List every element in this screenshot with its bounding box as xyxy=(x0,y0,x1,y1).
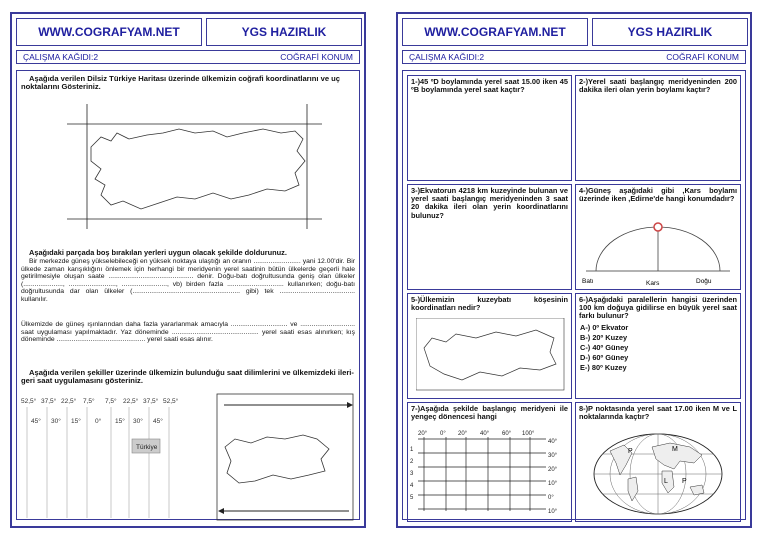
exam-header: YGS HAZIRLIK xyxy=(592,18,748,46)
grid-left-label: 3 xyxy=(410,471,414,477)
grid-right-label: 10° xyxy=(548,509,558,515)
zone-top-label: 52,5° xyxy=(21,398,37,405)
east-label: Doğu xyxy=(696,278,712,285)
fill-instruction: Aşağıdaki parçada boş bırakılan yerleri uygun olacak şekilde doldurunuz. xyxy=(29,248,287,257)
turkiye-label: Türkiye xyxy=(136,444,158,451)
grid-top-label: 60° xyxy=(502,431,512,437)
grid-left-label: 5 xyxy=(410,495,414,501)
turkey-outline-small xyxy=(225,435,329,483)
grid-top-label: 0° xyxy=(440,431,446,437)
grid-right-label: 20° xyxy=(548,467,558,473)
question-text: Ekvatorun 4218 km kuzeyinde bulunan ve yerel saati başlangıç meridyeninden 3 saat 20 dakika ileri olan yerin koordinatlarını bulunuz? xyxy=(411,186,568,220)
zone-top-label: 7,5° xyxy=(83,398,95,405)
zone-meridian-label: 15° xyxy=(71,418,81,425)
grid-top-label: 20° xyxy=(458,431,468,437)
map-instruction: Aşağıda verilen Dilsiz Türkiye Haritası üzerinde ülkemizin coğrafi koordinatlarını ve uç noktalarını Gösteriniz. xyxy=(21,74,341,92)
question-number: 2-) xyxy=(579,77,589,86)
question-number: 1-) xyxy=(411,77,421,86)
point-m-label: M xyxy=(672,446,678,453)
option-a[interactable]: A-) 0º Ekvator xyxy=(580,322,629,332)
point-p-label: P xyxy=(628,448,633,455)
fill-paragraph-2: Ülkemizde de güneş ışınlarından daha fazla yararlanmak amacıyla .............................. ve ............................. saat uygulaması yapılmaktadır. Yaz döneminde .............................................. yerel saati esas alınırken; kış döneminde ............................................... yerel saati esas alınır. xyxy=(21,321,355,344)
grid-right-label: 10° xyxy=(548,481,558,487)
zone-meridian-label: 30° xyxy=(51,418,61,425)
worksheet-number: ÇALIŞMA KAĞIDI:2 xyxy=(23,52,99,62)
zones-instruction: Aşağıda verilen şekiller üzerinde ülkemizin bulunduğu saat dilimlerini ve ülkemizdeki ileri-geri saat uygulamasını gösteriniz. xyxy=(21,368,354,386)
fill-paragraph-1: Bir merkezde güneş yükselebileceği en yüksek noktaya ulaştığı an oranın ......................... yani 12.00'dir. Bir ülkede zaman karışıklığını önlemek için herhangi bir meridyenin yerel saatinin bütün ülkelerde geçerli hale getirilmesiyle oluşan saate ............................................. denir. Doğu-batı doğrultusunda geniş olan ülkeler (....................., ........................., ........................, vb) birden fazla .............................. kullanırken; doğu-batı doğrultusunda dar olan ülkeler (......................................................... gibi) tek ........................................ kullanılır. xyxy=(21,258,355,303)
zone-meridian-label: 15° xyxy=(115,418,125,425)
grid-right-label: 40° xyxy=(548,439,558,445)
question-text: Ülkemizin kuzeybatı köşesinin koordinatları nedir? xyxy=(411,295,568,313)
question-text: Güneş aşağıdaki gibi ,Kars boylamı üzerinde iken ,Edirne'de hangi konumdadır? xyxy=(579,186,737,204)
question-number: 3-) xyxy=(411,186,421,195)
zone-top-label: 37,5° xyxy=(41,398,57,405)
subheader xyxy=(402,50,746,64)
grid-coordinate-diagram xyxy=(410,427,570,521)
site-header: WWW.COGRAFYAM.NET xyxy=(16,18,202,46)
turkey-northwest-map xyxy=(416,318,566,392)
option-c[interactable]: C-) 40º Güney xyxy=(580,342,629,352)
question-8 xyxy=(575,402,741,522)
option-d[interactable]: D-) 60º Güney xyxy=(580,352,629,362)
question-text: Aşağıda şekilde başlangıç meridyeni ile yengeç dönencesi hangi xyxy=(411,404,568,422)
time-zone-diagram xyxy=(19,393,357,523)
zone-top-label: 22,5° xyxy=(61,398,77,405)
zone-top-label: 7,5° xyxy=(105,398,117,405)
option-b[interactable]: B-) 20º Kuzey xyxy=(580,332,628,342)
point-l-label: L xyxy=(664,478,668,485)
worksheet-page-right xyxy=(396,12,752,528)
question-number: 6-) xyxy=(579,295,589,304)
grid-right-label: 30° xyxy=(548,453,558,459)
grid-top-label: 20° xyxy=(418,431,428,437)
grid-left-label: 2 xyxy=(410,459,414,465)
sun-position-diagram xyxy=(580,221,736,287)
sun-icon xyxy=(654,223,662,231)
worksheet-number: ÇALIŞMA KAĞIDI:2 xyxy=(409,52,485,62)
world-globe-map xyxy=(590,431,726,517)
question-number: 5-) xyxy=(411,295,421,304)
question-text: 45 ºD boylamında yerel saat 15.00 iken 45 ºB boylamında yerel saat kaçtır? xyxy=(411,77,568,95)
question-number: 4-) xyxy=(579,186,589,195)
grid-top-label: 40° xyxy=(480,431,490,437)
zone-top-label: 52,5° xyxy=(163,398,179,405)
zone-top-label: 22,5° xyxy=(123,398,139,405)
zone-top-label: 37,5° xyxy=(143,398,159,405)
grid-right-label: 0° xyxy=(548,495,554,501)
zone-meridian-label: 0° xyxy=(95,418,102,425)
left-content xyxy=(16,70,360,520)
option-e[interactable]: E-) 80º Kuzey xyxy=(580,362,627,372)
question-7 xyxy=(407,402,572,522)
question-text: Yerel saati başlangıç meridyeninden 200 dakika ileri olan yerin boylamı kaçtır? xyxy=(579,77,737,95)
zone-top-labels xyxy=(21,397,179,405)
zone-meridian-label: 30° xyxy=(133,418,143,425)
question-2 xyxy=(575,75,741,181)
turkey-blank-map xyxy=(67,99,322,229)
question-3 xyxy=(407,184,572,290)
topic-title: COĞRAFİ KONUM xyxy=(666,52,739,62)
question-1 xyxy=(407,75,572,181)
zone-meridian-label: 45° xyxy=(31,418,41,425)
question-5 xyxy=(407,293,572,399)
question-6 xyxy=(575,293,741,399)
worksheet-page-left xyxy=(10,12,366,528)
grid-left-label: 4 xyxy=(410,483,414,489)
question-number: 7-) xyxy=(411,404,421,413)
right-content xyxy=(402,70,746,520)
arrows-frame xyxy=(217,394,353,520)
kars-label: Kars xyxy=(646,280,660,287)
topic-title: COĞRAFİ KONUM xyxy=(280,52,353,62)
grid-left-label: 1 xyxy=(410,447,414,453)
zone-mid-labels xyxy=(31,417,163,425)
point-p2-label: P xyxy=(682,478,687,485)
question-text: Aşağıdaki paralellerin hangisi üzerinden 100 km doğuya gidilirse en büyük yerel saat farkı bulunur? xyxy=(579,295,737,321)
question-4 xyxy=(575,184,741,290)
site-header: WWW.COGRAFYAM.NET xyxy=(402,18,588,46)
grid-top-label: 100° xyxy=(522,431,535,437)
exam-header: YGS HAZIRLIK xyxy=(206,18,362,46)
question-text: P noktasında yerel saat 17.00 iken M ve L noktalarında kaçtır? xyxy=(579,404,737,422)
question-number: 8-) xyxy=(579,404,589,413)
zone-meridian-label: 45° xyxy=(153,418,163,425)
subheader xyxy=(16,50,360,64)
west-label: Batı xyxy=(582,278,594,285)
